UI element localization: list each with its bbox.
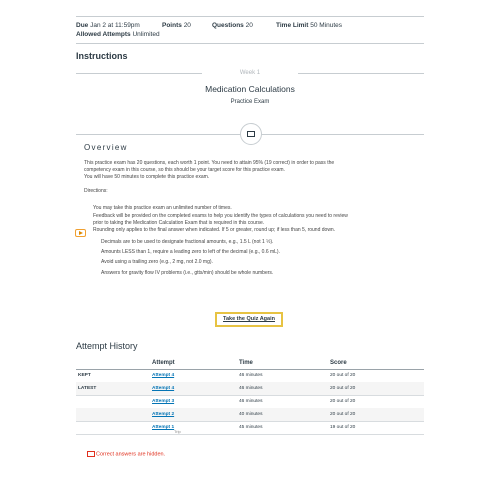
time-limit-info: Time Limit 50 Minutes <box>276 22 342 29</box>
attempt-score: 20 out of 20 <box>330 386 356 391</box>
instructions-heading: Instructions <box>76 51 128 61</box>
row-label: LATEST <box>78 386 97 391</box>
attempt-time: 46 minutes <box>239 399 263 404</box>
attempt-score: 20 out of 20 <box>330 399 356 404</box>
week-label: Week 1 <box>239 70 261 76</box>
overview-heading: Overview <box>84 143 128 152</box>
sub-direction-1: Decimals are to be used to designate fractional amounts, e.g., 1.5 L (not 1 ½). <box>101 239 274 245</box>
correct-answers-hidden-note: Correct answers are hidden. <box>87 451 165 457</box>
section-badge <box>240 123 262 145</box>
attempt-link[interactable]: Attempt 4 <box>152 386 175 391</box>
attempt-link[interactable]: Attempt 4 <box>152 373 175 378</box>
overview-line-2: competency exam in this course, so this should be your target score for this practice exam. <box>84 167 285 173</box>
meta-divider <box>76 43 424 44</box>
attempt-time: 46 minutes <box>239 373 263 378</box>
questions-info: Questions 20 <box>212 22 253 29</box>
attempt-score: 20 out of 20 <box>330 412 356 417</box>
directions-label: Directions: <box>84 188 108 194</box>
col-time-header: Time <box>239 360 253 366</box>
col-attempt-header: Attempt <box>152 360 175 366</box>
table-row <box>76 408 424 422</box>
direction-4: Rounding only applies to the final answer when indicated. If 5 or greater, round up; if less than 5, round down. <box>93 227 336 233</box>
attempt-score: 20 out of 20 <box>330 373 356 378</box>
attempt-link[interactable]: Attempt 2 <box>152 412 175 417</box>
table-row <box>76 369 424 383</box>
cursor-tooltip: Trip <box>174 429 181 434</box>
attempt-time: 40 minutes <box>239 412 263 417</box>
direction-3: prior to taking the Medication Calculation Exam that is required in this course. <box>93 220 265 226</box>
table-row <box>76 421 424 435</box>
sub-direction-3: Avoid using a trailing zero (e.g., 2 mg, not 2.0 mg). <box>101 259 213 265</box>
sub-direction-2: Amounts LESS than 1, require a leading zero to left of the decimal (e.g., 0.6 mL). <box>101 249 280 255</box>
due-info: Due Jan 2 at 11:59pm <box>76 22 140 29</box>
play-icon[interactable] <box>75 229 86 237</box>
attempt-time: 46 minutes <box>239 386 263 391</box>
table-row <box>76 395 424 409</box>
allowed-attempts-info: Allowed Attempts Unlimited <box>76 31 160 38</box>
attempt-score: 19 out of 20 <box>330 425 356 430</box>
attempt-link[interactable]: Attempt 3 <box>152 399 175 404</box>
points-info: Points 20 <box>162 22 191 29</box>
direction-2: Feedback will be provided on the completed exams to help you identify the types of calculations you need to review <box>93 213 348 219</box>
col-score-header: Score <box>330 360 347 366</box>
course-title: Medication Calculations <box>205 84 295 94</box>
direction-1: You may take this practice exam an unlimited number of times. <box>93 205 232 211</box>
table-row <box>76 382 424 396</box>
take-quiz-again-button[interactable]: Take the Quiz Again <box>215 312 283 327</box>
attempt-link[interactable]: Attempt 1 <box>152 425 175 430</box>
overview-line-3: You will have 50 minutes to complete this practice exam. <box>84 174 210 180</box>
window-icon <box>247 131 255 137</box>
top-divider <box>76 16 424 17</box>
row-label: KEPT <box>78 373 91 378</box>
attempt-history-heading: Attempt History <box>76 341 138 351</box>
sub-direction-4: Answers for gravity flow IV problems (i.e., gtts/min) should be whole numbers. <box>101 270 274 276</box>
warning-icon <box>87 451 95 457</box>
attempt-time: 45 minutes <box>239 425 263 430</box>
course-subtitle: Practice Exam <box>230 99 270 105</box>
overview-line-1: This practice exam has 20 questions, each worth 1 point. You need to attain 95% (19 correct) in order to pass the <box>84 160 335 166</box>
